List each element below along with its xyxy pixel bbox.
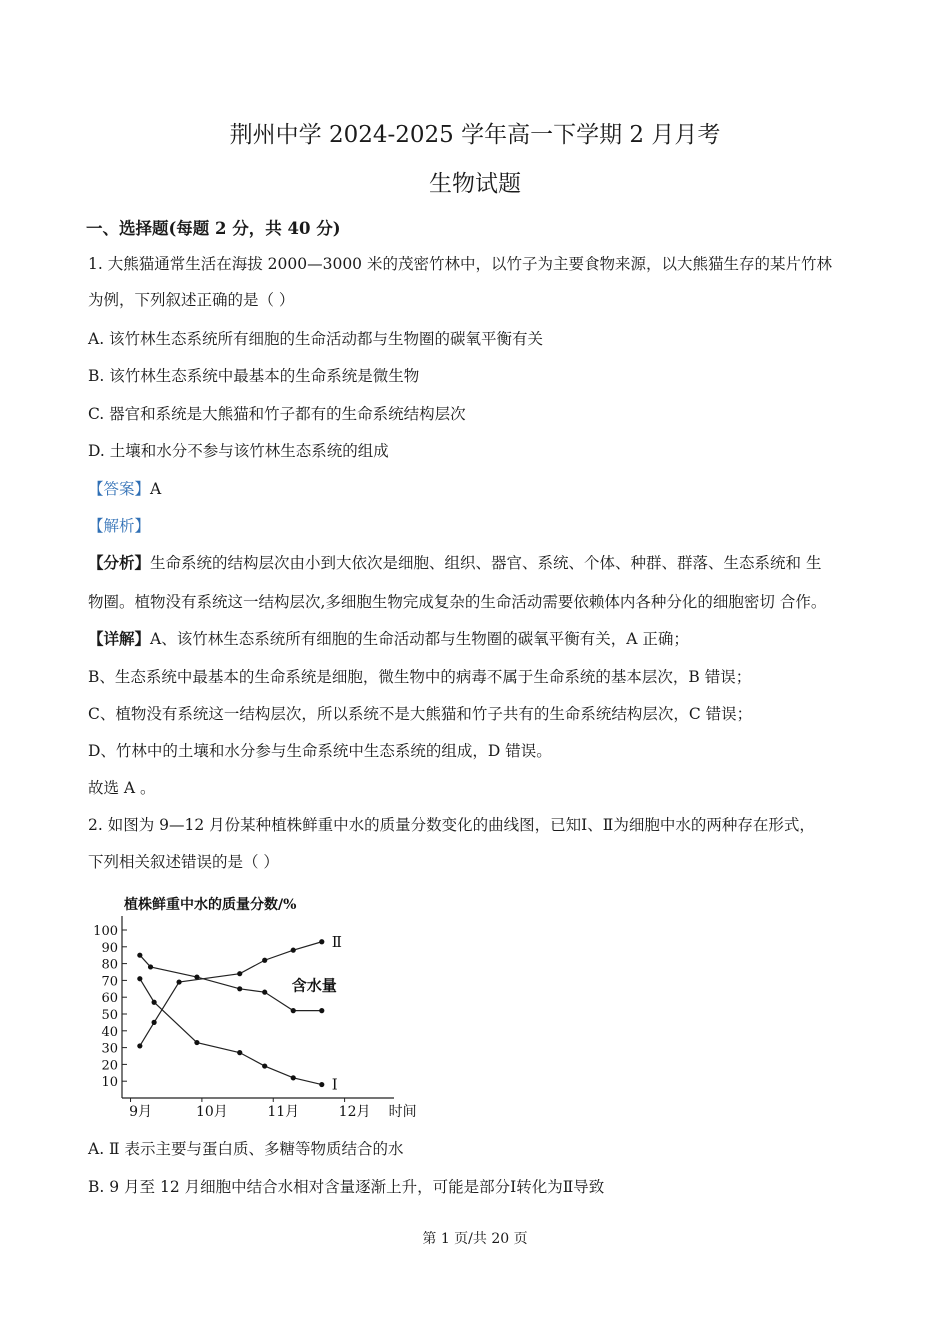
series-1-point-2 bbox=[176, 979, 181, 984]
series-0-point-1 bbox=[148, 964, 153, 969]
y-tick-label-30: 30 bbox=[101, 1041, 118, 1057]
section-heading: 一、选择题(每题 2 分，共 40 分) bbox=[86, 219, 341, 238]
q1-option-a: A. 该竹林生态系统所有细胞的生命活动都与生物圈的碳氧平衡有关 bbox=[88, 330, 544, 348]
q1-option-b: B. 该竹林生态系统中最基本的生命系统是微生物 bbox=[88, 367, 420, 385]
series-0-point-4 bbox=[262, 990, 267, 995]
series-1-point-1 bbox=[152, 1020, 157, 1025]
chart-frame bbox=[93, 896, 416, 1120]
series-2-point-5 bbox=[291, 1075, 296, 1080]
subject-title: 生物试题 bbox=[429, 171, 521, 197]
y-tick-label-10: 10 bbox=[101, 1075, 118, 1091]
series-0-point-0 bbox=[137, 953, 142, 958]
series-1-point-4 bbox=[262, 958, 267, 963]
series-2-point-2 bbox=[194, 1040, 199, 1045]
y-tick-label-70: 70 bbox=[101, 974, 118, 990]
q1-xiangjie-line3: C、植物没有系统这一结构层次，所以系统不是大熊猫和竹子共有的生命系统结构层次，C 错误； bbox=[88, 705, 753, 723]
water-content-chart bbox=[86, 890, 417, 1122]
series-1-point-6 bbox=[319, 939, 324, 944]
x-tick-label-2: 11月 bbox=[267, 1104, 300, 1120]
y-tick-label-100: 100 bbox=[93, 924, 118, 939]
y-tick-label-90: 90 bbox=[101, 940, 118, 956]
exam-title: 荆州中学 2024-2025 学年高一下学期 2 月月考 bbox=[229, 122, 721, 148]
answer-value: A bbox=[150, 480, 162, 498]
q1-fenxi-line2: 物圈。植物没有系统这一结构层次,多细胞生物完成复杂的生命活动需要依赖体内各种分化的细胞密切 合作。 bbox=[88, 593, 827, 611]
y-tick-label-40: 40 bbox=[101, 1024, 118, 1040]
q2-option-b: B. 9 月至 12 月细胞中结合水相对含量逐渐上升，可能是部分Ⅰ转化为Ⅱ导致 bbox=[88, 1178, 605, 1196]
xiangjie-text: A、该竹林生态系统所有细胞的生命活动都与生物圈的碳氧平衡有关，A 正确； bbox=[150, 630, 689, 648]
series-2-point-1 bbox=[152, 1000, 157, 1005]
q1-xiangjie-line1 bbox=[88, 627, 689, 649]
series-label-1: Ⅱ bbox=[331, 932, 342, 951]
q1-stem-line1: 1. 大熊猫通常生活在海拔 2000—3000 米的茂密竹林中，以竹子为主要食物来源，以大熊猫生存的某片竹林 bbox=[88, 255, 832, 273]
series-2-point-6 bbox=[319, 1082, 324, 1087]
series-0-point-3 bbox=[237, 986, 242, 991]
series-0-point-6 bbox=[319, 1008, 324, 1013]
y-tick-label-80: 80 bbox=[101, 957, 118, 973]
series-label-2: Ⅰ bbox=[331, 1075, 338, 1094]
y-tick-label-50: 50 bbox=[101, 1008, 118, 1023]
answer-tag: 【答案】 bbox=[88, 480, 151, 498]
q1-fenxi-line1 bbox=[88, 551, 821, 573]
q1-xiangjie-line4: D、竹林中的土壤和水分参与生命系统中生态系统的组成，D 错误。 bbox=[88, 742, 552, 760]
analysis-tag: 【解析】 bbox=[88, 517, 151, 535]
fenxi-text: 生命系统的结构层次由小到大依次是细胞、组织、器官、系统、个体、种群、群落、生态系统和 生 bbox=[150, 554, 822, 572]
chart-marks bbox=[137, 933, 342, 1094]
q1-option-c: C. 器官和系统是大熊猫和竹子都有的生命系统结构层次 bbox=[88, 405, 466, 423]
series-1-point-5 bbox=[291, 948, 296, 953]
q2-option-a: A. Ⅱ 表示主要与蛋白质、多糖等物质结合的水 bbox=[88, 1140, 404, 1158]
q2-stem-line2: 下列相关叙述错误的是（ ） bbox=[88, 853, 279, 871]
series-2-point-0 bbox=[137, 976, 142, 981]
y-tick-label-20: 20 bbox=[101, 1058, 118, 1074]
q1-stem-line2: 为例，下列叙述正确的是（ ） bbox=[88, 291, 295, 309]
q1-option-d: D. 土壤和水分不参与该竹林生态系统的组成 bbox=[88, 442, 389, 460]
series-0-point-5 bbox=[291, 1008, 296, 1013]
series-1-point-3 bbox=[237, 971, 242, 976]
q1-xiangjie-line2: B、生态系统中最基本的生命系统是细胞，微生物中的病毒不属于生命系统的基本层次，B 错误； bbox=[88, 668, 752, 686]
fenxi-tag: 【分析】 bbox=[88, 553, 151, 572]
q1-answer bbox=[88, 477, 161, 499]
q2-stem-line1: 2. 如图为 9—12 月份某种植株鲜重中水的质量分数变化的曲线图，已知Ⅰ、Ⅱ为细胞中水的两种存在形式， bbox=[88, 816, 815, 834]
y-tick-label-60: 60 bbox=[101, 991, 118, 1007]
series-2-point-3 bbox=[237, 1050, 242, 1055]
series-2-point-4 bbox=[262, 1063, 267, 1068]
x-tick-label-0: 9月 bbox=[129, 1104, 153, 1120]
series-1-point-0 bbox=[137, 1043, 142, 1048]
series-label-0: 含水量 bbox=[291, 976, 337, 995]
x-tick-label-3: 12月 bbox=[338, 1104, 371, 1120]
x-axis-label: 时间 bbox=[388, 1104, 417, 1120]
q1-conclusion: 故选 A 。 bbox=[88, 779, 156, 797]
xiangjie-tag: 【详解】 bbox=[88, 629, 151, 648]
x-tick-label-1: 10月 bbox=[195, 1104, 228, 1120]
page-footer: 第 1 页/共 20 页 bbox=[422, 1231, 528, 1247]
chart-title: 植株鲜重中水的质量分数/% bbox=[124, 897, 297, 913]
